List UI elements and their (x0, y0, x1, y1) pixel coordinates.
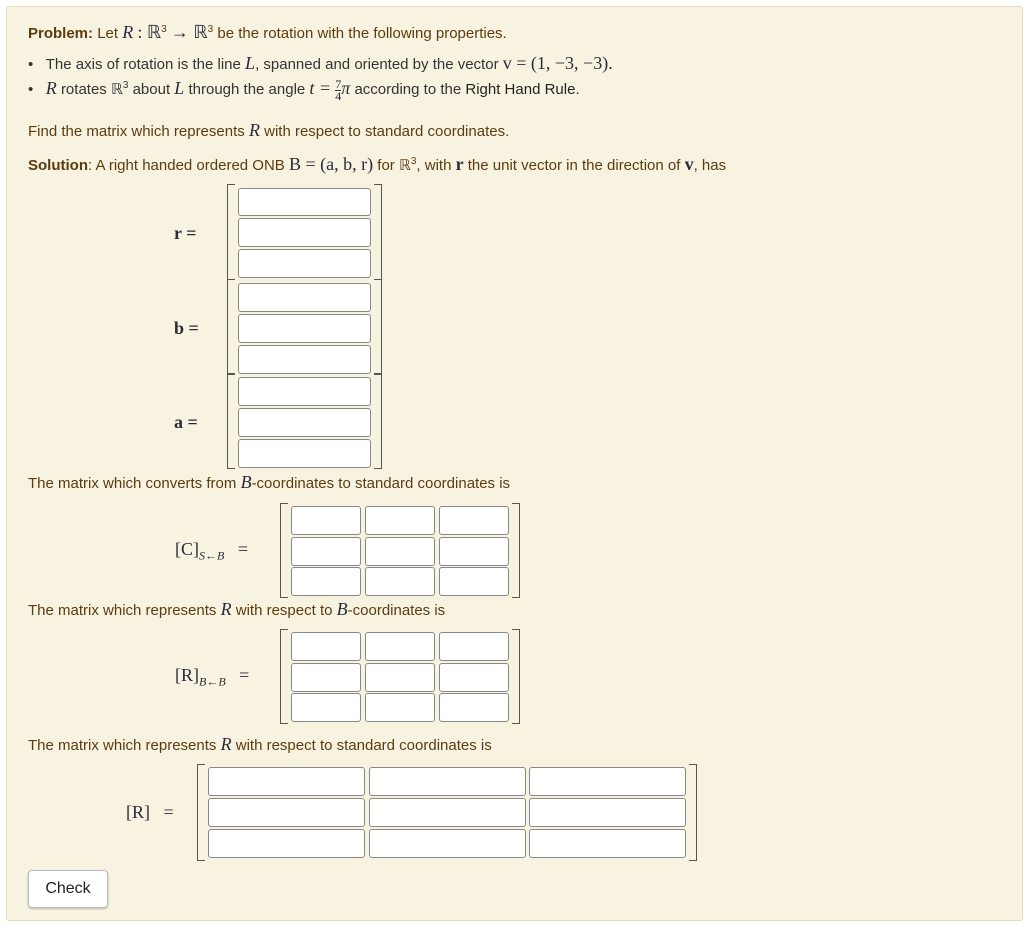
problem-statement: Problem: Let R : ℝ$^3$ → ℝ$^3$ be the rotation with the following properties. (28, 22, 507, 42)
r-matrix-cell-3-2[interactable] (369, 829, 526, 858)
c-matrix-cell-3-3[interactable] (439, 567, 509, 596)
a-input-3[interactable] (238, 439, 371, 468)
bracket-right (512, 503, 520, 598)
bracket-left (280, 503, 288, 598)
a-input-1[interactable] (238, 377, 371, 406)
check-button[interactable]: Check (28, 870, 108, 908)
r-matrix-cell-1-1[interactable] (208, 767, 365, 796)
r-matrix-cell-3-1[interactable] (208, 829, 365, 858)
rb-matrix-cell-1-1[interactable] (291, 632, 361, 661)
rep-b-heading: The matrix which represents R with respect to B-coordinates is (28, 599, 446, 619)
c-matrix-cell-1-1[interactable] (291, 506, 361, 535)
r-input-2[interactable] (238, 218, 371, 247)
c-matrix-label: $[C]_{S\leftarrow B}$ = (175, 539, 248, 563)
rep-std-heading: The matrix which represents R with respect to standard coordinates is (28, 734, 492, 754)
b-input-3[interactable] (238, 345, 371, 374)
bracket-right (374, 373, 382, 469)
c-matrix-cell-2-3[interactable] (439, 537, 509, 566)
rb-matrix-label: $[R]_{B\leftarrow B}$ = (175, 665, 250, 689)
find-instruction: Find the matrix which represents R with respect to standard coordinates. (28, 120, 510, 140)
b-input-2[interactable] (238, 314, 371, 343)
r-matrix-cell-1-3[interactable] (529, 767, 686, 796)
bracket-right (689, 764, 697, 861)
r-matrix-cell-2-3[interactable] (529, 798, 686, 827)
r-matrix-cell-3-3[interactable] (529, 829, 686, 858)
bracket-left (280, 629, 288, 724)
r-label: r = (174, 223, 197, 243)
c-matrix-cell-2-1[interactable] (291, 537, 361, 566)
convert-heading: The matrix which converts from B-coordinates to standard coordinates is (28, 472, 511, 492)
bracket-left (227, 279, 235, 375)
r-matrix-cell-2-1[interactable] (208, 798, 365, 827)
bracket-right (512, 629, 520, 724)
r-input-3[interactable] (238, 249, 371, 278)
c-matrix-cell-3-2[interactable] (365, 567, 435, 596)
bullet-angle: • R rotates ℝ$^3$ about L through the angle t = $\frac{7}{4}$ π according to the Right Hand Rule. (28, 76, 580, 103)
rb-matrix-cell-1-2[interactable] (365, 632, 435, 661)
r-matrix-label: [R] = (126, 802, 174, 822)
r-matrix-cell-2-2[interactable] (369, 798, 526, 827)
rb-matrix-cell-3-2[interactable] (365, 693, 435, 722)
c-matrix-cell-2-2[interactable] (365, 537, 435, 566)
solution-intro: Solution: A right handed ordered ONB B = (a, b, r) for ℝ$^3$, with r the unit vector in the direction of v, has (28, 154, 727, 174)
rb-matrix-cell-2-1[interactable] (291, 663, 361, 692)
rb-matrix-cell-2-3[interactable] (439, 663, 509, 692)
bracket-left (197, 764, 205, 861)
rb-matrix-cell-3-1[interactable] (291, 693, 361, 722)
a-input-2[interactable] (238, 408, 371, 437)
b-label: b = (174, 318, 199, 338)
c-matrix-cell-3-1[interactable] (291, 567, 361, 596)
bracket-right (374, 184, 382, 280)
r-matrix-cell-1-2[interactable] (369, 767, 526, 796)
rb-matrix-cell-1-3[interactable] (439, 632, 509, 661)
rb-matrix-cell-3-3[interactable] (439, 693, 509, 722)
bracket-left (227, 184, 235, 280)
c-matrix-cell-1-3[interactable] (439, 506, 509, 535)
b-input-1[interactable] (238, 283, 371, 312)
c-matrix-cell-1-2[interactable] (365, 506, 435, 535)
r-input-1[interactable] (238, 188, 371, 216)
angle-fraction: $\frac{7}{4}$ (335, 76, 342, 103)
bracket-right (374, 279, 382, 375)
a-label: a = (174, 412, 198, 432)
bracket-left (227, 373, 235, 469)
rb-matrix-cell-2-2[interactable] (365, 663, 435, 692)
bullet-axis: • The axis of rotation is the line L, spanned and oriented by the vector v = (1, −3, −3). (28, 53, 613, 73)
